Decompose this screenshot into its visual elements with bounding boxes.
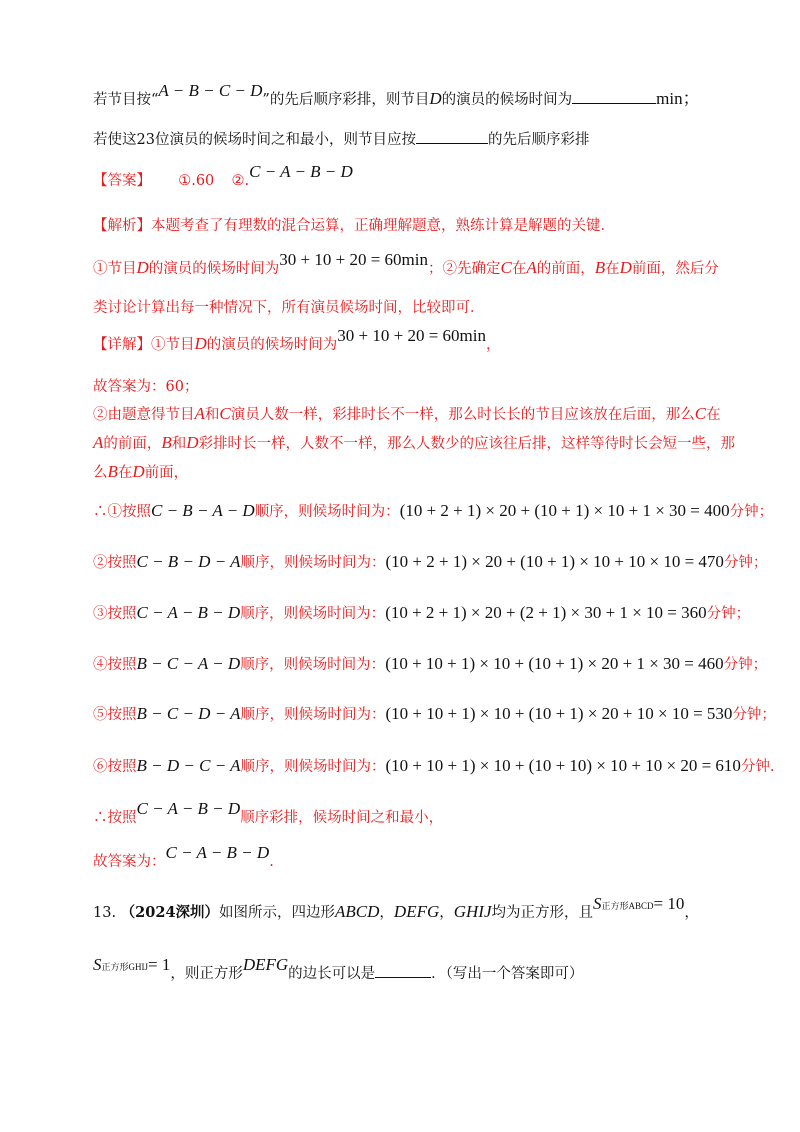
sequence-formula: C − A − B − D — [165, 843, 270, 862]
text: 【解析】本题考查了有理数的混合运算，正确理解题意，熟练计算是解题的关键． — [93, 218, 615, 234]
q13-line1 — [93, 894, 720, 925]
text: 的演员的候场时间为 — [441, 92, 573, 108]
text: 在 — [511, 261, 527, 277]
text: 和 — [171, 436, 187, 452]
equation: (10 + 10 + 1) × 10 + (10 + 10) × 10 + 10 × 20 = 610 — [385, 756, 741, 775]
conclusion-line — [93, 799, 720, 829]
question-source: （2024深圳） — [120, 904, 220, 921]
var-b: B — [107, 462, 118, 481]
text: 彩排时长一样，人数不一样，那么人数少的应该往后排，这样等待时长会短一些，那 — [198, 436, 736, 452]
var-b: B — [594, 258, 606, 277]
text: ∴按照 — [93, 810, 137, 826]
answer-blank-2[interactable] — [416, 129, 488, 144]
text: 的先后顺序彩排 — [487, 132, 590, 148]
text: 顺序，则候场时间为： — [240, 707, 386, 723]
sequence-formula: B − C − A − D — [136, 654, 241, 673]
text: ∴①按照 — [93, 504, 151, 520]
text: ⑤按照 — [93, 707, 137, 723]
square-ghij: GHIJ — [453, 902, 492, 921]
text: 前面，然后分 — [631, 261, 719, 277]
text: 【详解】①节目 — [93, 337, 195, 353]
equation: (10 + 2 + 1) × 20 + (2 + 1) × 30 + 1 × 10 = 360 — [385, 603, 707, 622]
var-c: C — [219, 404, 231, 423]
equation: (10 + 2 + 1) × 20 + (10 + 1) × 10 + 1 × 30 = 400 — [399, 501, 730, 520]
text: 在 — [605, 261, 620, 277]
var-a: A — [93, 433, 104, 452]
text: 前面， — [144, 465, 189, 481]
text: . — [269, 854, 274, 870]
equation: (10 + 10 + 1) × 10 + (10 + 1) × 20 + 10 × 10 = 530 — [385, 704, 733, 723]
answer-2: ②. — [231, 173, 250, 189]
text: 故答案为： — [93, 854, 166, 870]
var-d: D — [194, 334, 207, 353]
var-d: D — [429, 89, 442, 108]
case-6 — [93, 755, 775, 778]
text: 和 — [204, 407, 220, 423]
text: 分钟； — [723, 555, 768, 571]
case-5 — [93, 703, 776, 726]
text: 的演员的候场时间为 — [206, 337, 338, 353]
text: ， — [684, 905, 699, 921]
analysis-line1 — [93, 215, 720, 237]
sequence-formula: C − B − D − A — [136, 552, 241, 571]
area-subscript: 正方形GHIJ — [101, 962, 148, 972]
var-b: B — [161, 433, 172, 452]
var-a: A — [526, 258, 537, 277]
text: 顺序，则候场时间为： — [240, 555, 386, 571]
text: ②按照 — [93, 555, 137, 571]
answer-1: ①.60 — [178, 173, 215, 189]
text: 分钟； — [723, 657, 768, 673]
text: 如图所示，四边形 — [219, 905, 336, 921]
analysis-line2 — [93, 250, 720, 280]
equation: (10 + 2 + 1) × 20 + (10 + 1) × 10 + 10 × 10 = 470 — [385, 552, 724, 571]
text: 故答案为：60； — [93, 379, 199, 395]
text: ③按照 — [93, 606, 137, 622]
area-symbol: S — [593, 894, 602, 913]
answer-line — [93, 162, 720, 192]
area-value: = 1 — [148, 955, 171, 974]
equation: 30 + 10 + 20 = 60min — [337, 326, 486, 345]
var-d: D — [136, 258, 149, 277]
sequence-formula: B − D − C − A — [136, 756, 241, 775]
answer-blank-1[interactable] — [572, 89, 656, 104]
text: 分钟. — [740, 759, 775, 775]
text: 演员人数一样，彩排时长不一样，那么时长长的节目应该放在后面，那么 — [230, 407, 695, 423]
detail-p1 — [93, 403, 720, 426]
text: 在 — [117, 465, 133, 481]
text: 类讨论计算出每一种情况下，所有演员候场时间，比较即可． — [93, 300, 485, 316]
text: 在 — [706, 407, 721, 423]
text: 若使这23位演员的候场时间之和最小，则节目应按 — [93, 132, 416, 148]
text: 顺序，则候场时间为： — [240, 657, 386, 673]
area-subscript: 正方形ABCD — [601, 901, 654, 911]
unit: min； — [656, 89, 700, 108]
detail-answer — [93, 376, 720, 398]
sequence-formula: C − A − B − D — [136, 799, 241, 818]
text: ，则正方形 — [170, 966, 243, 982]
text: 顺序，则候场时间为： — [240, 759, 386, 775]
square-abcd: ABCD — [335, 902, 380, 921]
sequence-formula: B − C − D − A — [136, 704, 241, 723]
detail-p3 — [93, 461, 720, 484]
question-number: 13. — [93, 905, 117, 921]
answer-seq: C − A − B − D — [249, 162, 353, 181]
case-4 — [93, 653, 768, 676]
sequence-formula: C − A − B − D — [136, 603, 241, 622]
sequence-formula: A − B − C − D — [158, 81, 263, 100]
detail-line1 — [93, 326, 720, 356]
var-d: D — [132, 462, 145, 481]
case-1 — [93, 500, 774, 523]
analysis-line3 — [93, 297, 720, 319]
final-answer-line — [93, 843, 720, 873]
text: ， — [486, 337, 501, 353]
case-2 — [93, 551, 768, 574]
var-a: A — [194, 404, 205, 423]
area-value: = 10 — [653, 894, 685, 913]
text: ①节目 — [93, 261, 137, 277]
text: 分钟； — [729, 504, 774, 520]
text: 分钟； — [732, 707, 776, 723]
case-3 — [93, 602, 751, 625]
text: ．（写出一个答案即可） — [431, 966, 584, 982]
var-c: C — [694, 404, 707, 423]
text: 均为正方形，且 — [491, 905, 594, 921]
text: ， — [379, 905, 394, 921]
answer-tag: 【答案】 — [93, 173, 151, 189]
text: ；②先确定 — [428, 261, 501, 277]
text: 顺序，则候场时间为： — [254, 504, 400, 520]
sequence-formula: C − B − A − D — [151, 501, 255, 520]
text: 若节目按“ — [93, 92, 159, 108]
q12-line1 — [93, 81, 720, 111]
var-d: D — [186, 433, 199, 452]
text: ， — [439, 905, 454, 921]
area-symbol: S — [93, 955, 102, 974]
text: 的演员的候场时间为 — [148, 261, 280, 277]
var-d: D — [619, 258, 632, 277]
detail-p2 — [93, 432, 736, 455]
text: 顺序彩排，候场时间之和最小， — [240, 810, 444, 826]
equation: 30 + 10 + 20 = 60min — [279, 250, 428, 269]
text: 的前面， — [536, 261, 595, 277]
text: ②由题意得节目 — [93, 407, 195, 423]
q12-line2 — [93, 129, 720, 151]
text: ⑥按照 — [93, 759, 137, 775]
text: 的边长可以是 — [288, 966, 376, 982]
equation: (10 + 10 + 1) × 10 + (10 + 1) × 20 + 1 × 30 = 460 — [385, 654, 724, 673]
text: 么 — [93, 465, 108, 481]
q13-line2 — [93, 955, 720, 986]
text: ④按照 — [93, 657, 137, 673]
square-defg: DEFG — [242, 955, 289, 974]
text: 分钟； — [706, 606, 751, 622]
answer-blank-3[interactable] — [375, 963, 431, 978]
text: 顺序，则候场时间为： — [240, 606, 386, 622]
square-defg: DEFG — [393, 902, 440, 921]
var-c: C — [500, 258, 512, 277]
text: 的前面， — [103, 436, 162, 452]
text: ”的先后顺序彩排，则节目 — [262, 92, 430, 108]
